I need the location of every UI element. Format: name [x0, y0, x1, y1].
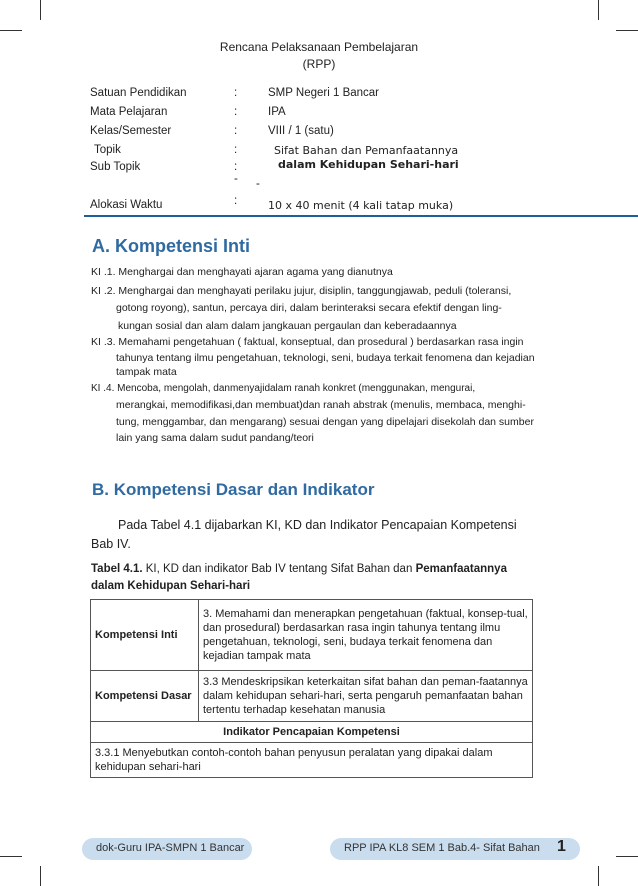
info-colon: :: [234, 125, 238, 137]
crop-mark: [40, 0, 41, 20]
info-colon: :: [234, 106, 238, 118]
section-a-heading: A. Kompetensi Inti: [92, 236, 251, 256]
document-title: Rencana Pelaksanaan Pembelajaran: [219, 40, 419, 54]
table-cell-text: 3.3 Mendeskripsikan keterkaitan sifat bahan dan peman-faatannya dalam kehidupan sehari-hari, serta pengaruh pemanfaatan bahan tertentu terhadap kesehatan manusia: [199, 671, 533, 722]
crop-mark: [40, 866, 41, 886]
ki-line: kungan sosial dan alam dalam jangkauan pergaulan dan keberadaannya: [118, 320, 457, 332]
footer-left-text: dok-Guru IPA-SMPN 1 Bancar: [96, 842, 245, 854]
table-row: [91, 671, 533, 722]
footer-right-text: RPP IPA KL8 SEM 1 Bab.4- Sifat Bahan: [344, 842, 540, 854]
ki-line: gotong royong), santun, percaya diri, dalam berinteraksi secara efektif dengan ling-: [116, 302, 502, 314]
info-value: dalam Kehidupan Sehari-hari: [278, 158, 459, 171]
info-label: Kelas/Semester: [90, 125, 172, 137]
crop-mark: [598, 866, 599, 886]
crop-mark: [616, 30, 638, 31]
ki-line: tampak mata: [116, 366, 177, 378]
ki-line: lain yang sama dalam sudut pandang/teori: [116, 432, 314, 444]
crop-mark: [616, 856, 638, 857]
table-cell-header: Indikator Pencapaian Kompetensi: [91, 722, 533, 743]
ki-line: tung, menggambar, dan mengarang) sesuai dengan yang dipelajari disekolah dan sumber: [116, 416, 534, 428]
table-cell-text: 3. Memahami dan menerapkan pengetahuan (faktual, konsep-tual, dan prosedural) berdasarkan rasa ingin tahunya tentang ilmu pengetahuan, teknologi, seni, budaya terkait fenomena dan kejadian tampak mata: [199, 600, 533, 671]
info-colon: -: [256, 178, 260, 190]
info-label: Mata Pelajaran: [90, 106, 168, 118]
section-b-heading: B. Kompetensi Dasar dan Indikator: [92, 480, 375, 499]
ki-line: KI .2. Menghargai dan menghayati perilaku jujur, disiplin, tanggungjawab, peduli (toleransi,: [91, 285, 512, 297]
info-label: Topik: [94, 144, 121, 156]
table-row: [91, 743, 533, 778]
intro-paragraph-line: Bab IV.: [91, 537, 131, 551]
info-colon: : -: [234, 161, 238, 185]
table-caption: [91, 561, 541, 595]
kd-table: [90, 599, 533, 778]
ki-line: KI .3. Memahami pengetahuan ( faktual, konseptual, dan prosedural ) berdasarkan rasa ingin: [91, 336, 524, 348]
caption-emphasis: Pemanfaatannya dalam Kehidupan Sehari-hari: [91, 563, 507, 592]
table-cell-label: Kompetensi Dasar: [91, 671, 199, 722]
info-label: Satuan Pendidikan: [90, 87, 187, 99]
divider: [84, 215, 638, 217]
info-value: 10 x 40 menit (4 kali tatap muka): [268, 199, 454, 212]
page-number: 1: [557, 838, 566, 855]
table-cell-text: 3.3.1 Menyebutkan contoh-contoh bahan penyusun peralatan yang dipakai dalam kehidupan sehari-hari: [91, 743, 533, 778]
table-row: [91, 722, 533, 743]
intro-paragraph-line: Pada Tabel 4.1 dijabarkan KI, KD dan Indikator Pencapaian Kompetensi: [118, 518, 517, 532]
ki-line: KI .4. Mencoba, mengolah, danmenyajidalam ranah konkret (menggunakan, mengurai,: [91, 383, 476, 394]
document-subtitle: (RPP): [302, 57, 336, 71]
caption-label: Tabel 4.1.: [91, 563, 143, 575]
crop-mark: [598, 0, 599, 20]
ki-line: KI .1. Menghargai dan menghayati ajaran agama yang dianutnya: [91, 266, 393, 278]
crop-mark: [0, 856, 22, 857]
ki-line: tahunya tentang ilmu pengetahuan, teknologi, seni, budaya terkait fenomena dan kejadian: [116, 352, 535, 364]
info-label: Alokasi Waktu: [90, 199, 163, 211]
info-colon: :: [234, 144, 238, 156]
info-label: Sub Topik: [90, 161, 141, 173]
info-value: IPA: [268, 106, 286, 118]
caption-text: KI, KD dan indikator Bab IV tentang Sifat Bahan dan: [142, 563, 416, 575]
crop-mark: [0, 30, 22, 31]
table-row: [91, 600, 533, 671]
ki-line: merangkai, memodifikasi,dan membuat)dan ranah abstrak (menulis, membaca, menghi-: [116, 399, 526, 411]
info-colon: :: [234, 195, 238, 207]
info-colon: :: [234, 87, 238, 99]
info-value: VIII / 1 (satu): [268, 125, 334, 137]
info-value: SMP Negeri 1 Bancar: [268, 87, 380, 99]
info-value: Sifat Bahan dan Pemanfaatannya: [274, 144, 459, 157]
table-cell-label: Kompetensi Inti: [91, 600, 199, 671]
